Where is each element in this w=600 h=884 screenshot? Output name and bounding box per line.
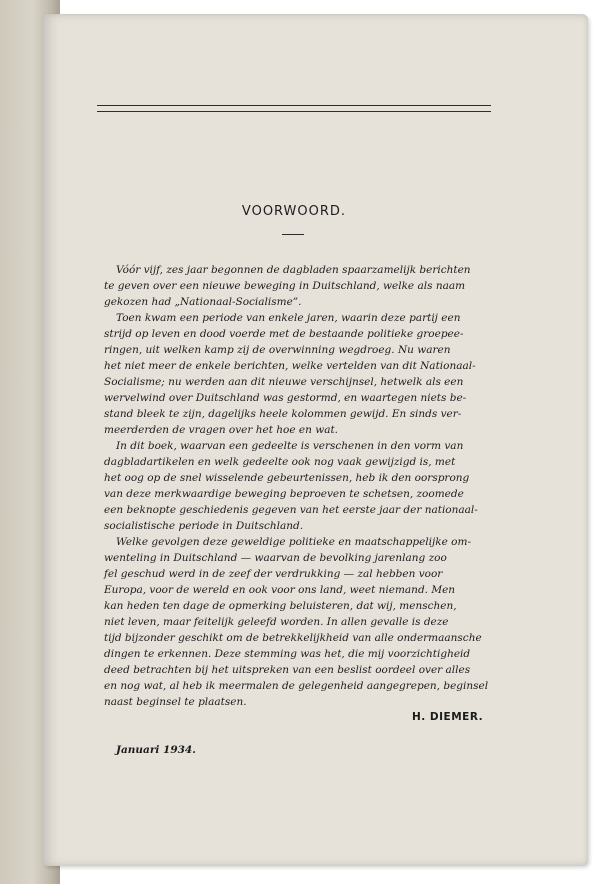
text-line: fel geschud werd in de zeef der verdrukking — zal hebben voor <box>104 568 443 580</box>
page-title: VOORWOORD. <box>241 204 347 219</box>
text-line: wenteling in Duitschland — waarvan de bevolking jarenlang zoo <box>104 552 447 564</box>
text-line: socialistische periode in Duitschland. <box>104 520 304 532</box>
text-line: niet leven, maar feitelijk geleefd worden. In allen gevalle is deze <box>104 616 449 628</box>
text-line: het niet meer de enkele berichten, welke vertelden van dit Nationaal- <box>104 360 476 372</box>
text-line: naast beginsel te plaatsen. <box>104 696 247 708</box>
text-line: het oog op de snel wisselende gebeurtenissen, heb ik den oorsprong <box>104 472 470 484</box>
double-rule-divider <box>97 105 491 112</box>
preface-body <box>104 262 494 710</box>
text-line: Vóór vijf, zes jaar begonnen de dagbladen spaarzamelijk berichten <box>116 264 471 276</box>
text-line: van deze merkwaardige beweging beproeven te schetsen, zoomede <box>104 488 464 500</box>
text-line: wervelwind over Duitschland was gestormd, en waartegen niets be- <box>104 392 467 404</box>
text-line: deed betrachten bij het uitspreken van een beslist oordeel over alles <box>104 664 471 676</box>
text-line: strijd op leven en dood voerde met de bestaande politieke groepee- <box>104 328 464 340</box>
text-line: Toen kwam een periode van enkele jaren, waarin deze partij een <box>116 312 461 324</box>
text-line: stand bleek te zijn, dagelijks heele kolommen gewijd. En sinds ver- <box>104 408 462 420</box>
text-line: Europa, voor de wereld en ook voor ons land, weet niemand. Men <box>104 584 456 596</box>
text-line: een beknopte geschiedenis gegeven van het eerste jaar der nationaal- <box>104 504 478 516</box>
text-line: kan heden ten dage de opmerking beluisteren, dat wij, menschen, <box>104 600 457 612</box>
text-line: ringen, uit welken kamp zij de overwinning wegdroeg. Nu waren <box>104 344 451 356</box>
preface-date: Januari 1934. <box>116 744 196 756</box>
text-line: gekozen had „Nationaal-Socialisme”. <box>104 296 302 308</box>
text-line: tijd bijzonder geschikt om de betrekkelijkheid van alle ondermaansche <box>104 632 482 644</box>
text-line: dagbladartikelen en welk gedeelte ook nog vaak gewijzigd is, met <box>104 456 456 468</box>
text-line: meerderden de vragen over het hoe en wat. <box>104 424 339 436</box>
text-line: Socialisme; nu werden aan dit nieuwe verschijnsel, hetwelk als een <box>104 376 464 388</box>
author-signature: H. DIEMER. <box>412 711 484 723</box>
text-line: en nog wat, al heb ik meermalen de gelegenheid aangegrepen, beginsel <box>104 680 489 692</box>
text-line: te geven over een nieuwe beweging in Duitschland, welke als naam <box>104 280 466 292</box>
title-underline <box>282 234 304 235</box>
text-line: dingen te erkennen. Deze stemming was het, die mij voorzichtigheid <box>104 648 471 660</box>
text-line: Welke gevolgen deze geweldige politieke en maatschappelijke om- <box>116 536 472 548</box>
text-line: In dit boek, waarvan een gedeelte is verschenen in den vorm van <box>116 440 464 452</box>
